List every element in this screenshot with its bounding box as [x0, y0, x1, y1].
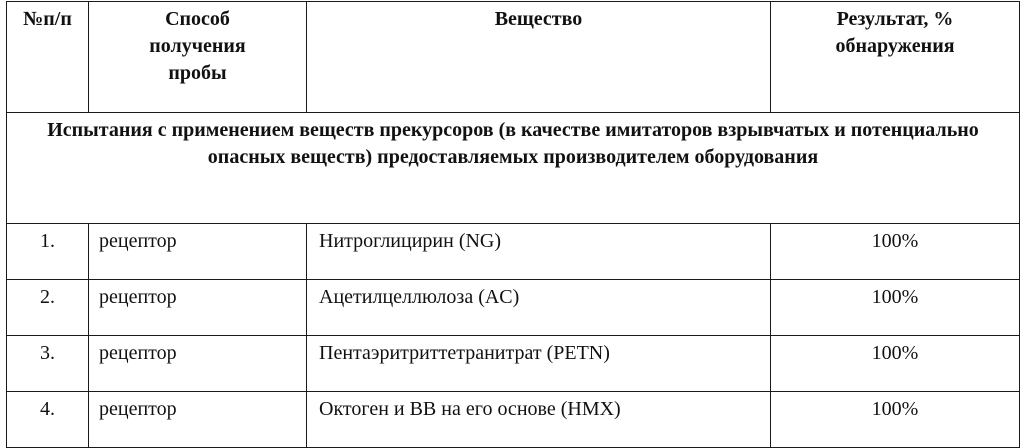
header-result [771, 2, 1020, 113]
header-method [89, 2, 307, 113]
row-result: 100% [771, 280, 1020, 336]
row-result: 100% [771, 224, 1020, 280]
row-substance: Нитроглицирин (NG) [307, 224, 771, 280]
row-result: 100% [771, 336, 1020, 392]
row-substance: Октоген и ВВ на его основе (HMX) [307, 392, 771, 448]
header-method-label: Способ получения пробы [149, 8, 246, 84]
row-method: рецептор [89, 224, 307, 280]
row-num: 1. [7, 224, 89, 280]
table-row [7, 336, 1020, 392]
row-result: 100% [771, 392, 1020, 448]
row-substance: Ацетилцеллюлоза (AC) [307, 280, 771, 336]
table-row [7, 392, 1020, 448]
row-num: 2. [7, 280, 89, 336]
header-result-label: Результат, % обнаружения [835, 8, 955, 57]
row-num: 3. [7, 336, 89, 392]
table-row [7, 224, 1020, 280]
table-header-row [7, 2, 1020, 113]
row-method: рецептор [89, 336, 307, 392]
row-method: рецептор [89, 392, 307, 448]
row-substance: Пентаэритриттетранитрат (PETN) [307, 336, 771, 392]
section-title: Испытания с применением веществ прекурсоров (в качестве имитаторов взрывчатых и потенциально опасных веществ) предоставляемых производителем оборудования [7, 113, 1020, 224]
row-num: 4. [7, 392, 89, 448]
header-substance: Вещество [307, 2, 771, 113]
results-table [6, 1, 1020, 448]
row-method: рецептор [89, 280, 307, 336]
header-num: №п/п [7, 2, 89, 113]
table-row [7, 280, 1020, 336]
section-row [7, 113, 1020, 224]
